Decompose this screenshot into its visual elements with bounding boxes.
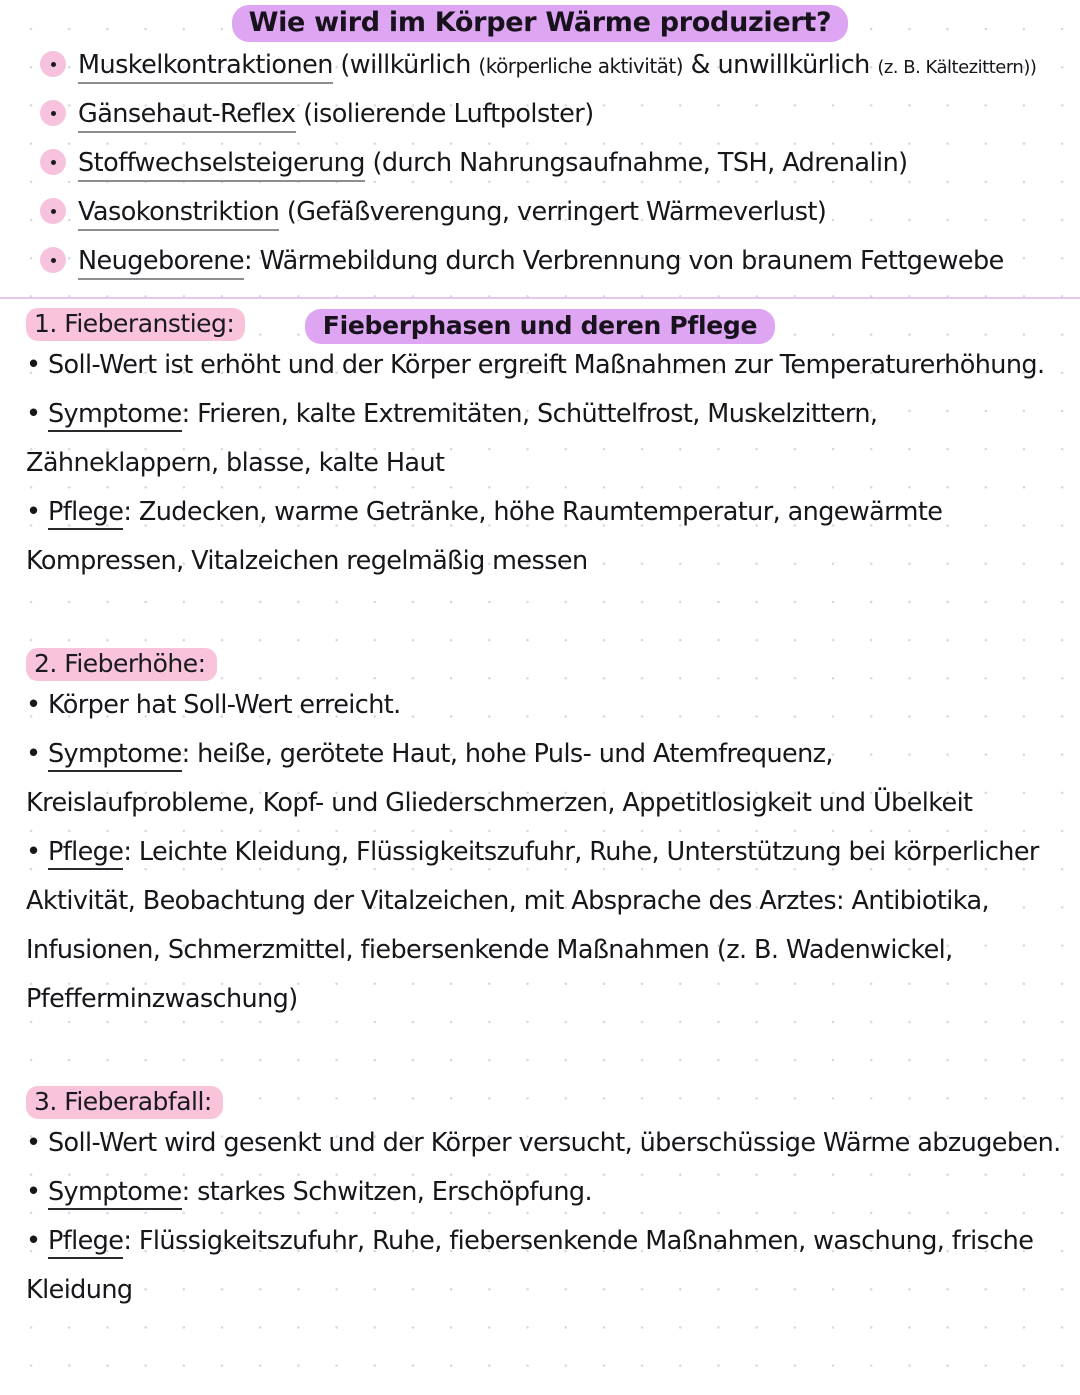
page-title: Wie wird im Körper Wärme produziert? xyxy=(232,5,849,42)
line-keyword: Symptome xyxy=(48,1177,182,1210)
bullet-dot-icon xyxy=(40,51,66,77)
line-text: : heiße, gerötete Haut, hohe Puls- und Atemfrequenz, Kreislaufprobleme, Kopf- und Gliederschmerzen, Appetitlosigkeit und Übelkeit xyxy=(26,739,973,818)
line-keyword: Pflege xyxy=(48,1226,123,1259)
line-text: : Flüssigkeitszufuhr, Ruhe, fiebersenkende Maßnahmen, waschung, frische Kleidung xyxy=(26,1226,1034,1305)
spacer xyxy=(0,287,1080,297)
line-keyword: Pflege xyxy=(48,837,123,870)
bullet-rest: (isolierende Luftpolster) xyxy=(295,99,594,129)
line-text: : Zudecken, warme Getränke, höhe Raumtemperatur, angewärmte Kompressen, Vitalzeichen regelmäßig messen xyxy=(26,497,943,576)
phase-line xyxy=(26,730,1061,828)
phase-heading: 1. Fieberanstieg: xyxy=(26,308,245,341)
section-heat-production xyxy=(0,0,1080,287)
list-item xyxy=(0,189,1080,238)
phase-line: • Soll-Wert ist erhöht und der Körper ergreift Maßnahmen zur Temperaturerhöhung. xyxy=(26,350,1045,380)
line-bullet: • xyxy=(26,1226,48,1256)
phase-heading: 3. Fieberabfall: xyxy=(26,1086,223,1119)
spacer xyxy=(0,586,1080,648)
section-fever-phases xyxy=(0,309,1080,1315)
list-item xyxy=(0,91,1080,140)
bullet-keyword: Muskelkontraktionen xyxy=(78,50,333,84)
line-bullet: • xyxy=(26,739,48,769)
line-bullet: • xyxy=(26,497,48,527)
bullet-keyword: Vasokonstriktion xyxy=(78,197,279,231)
line-keyword: Pflege xyxy=(48,497,123,530)
bullet-dot-icon xyxy=(40,247,66,273)
line-bullet: • xyxy=(26,837,48,867)
bullet-keyword: Gänsehaut-Reflex xyxy=(78,99,296,133)
bullet-text xyxy=(78,140,908,186)
heat-title-row xyxy=(0,0,1080,42)
bullet-dot-icon xyxy=(40,198,66,224)
line-bullet: • xyxy=(26,1177,48,1207)
phase-line: • Soll-Wert wird gesenkt und der Körper versucht, überschüssige Wärme abzugeben. xyxy=(26,1128,1061,1158)
bullet-rest: (Gefäßverengung, verringert Wärmeverlust) xyxy=(279,197,827,227)
phase-3 xyxy=(0,1086,1080,1315)
section-divider xyxy=(0,297,1080,299)
bullet-paren-note-2: (z. B. Kältezittern)) xyxy=(877,57,1037,78)
bullet-text xyxy=(78,189,826,235)
list-item xyxy=(0,238,1080,287)
bullet-dot-icon xyxy=(40,100,66,126)
phase-1 xyxy=(0,308,1080,586)
line-bullet: • xyxy=(26,399,48,429)
list-item xyxy=(0,42,1080,91)
line-text: : Leichte Kleidung, Flüssigkeitszufuhr, Ruhe, Unterstützung bei körperlicher Aktivität, Beobachtung der Vitalzeichen, mit Absprache des Arztes: Antibiotika, Infusionen, Schmerzmittel, fiebersenkende Maßnahmen (z. B. Wadenwickel, Pfefferminzwaschung) xyxy=(26,837,1039,1014)
bullet-text xyxy=(78,91,594,137)
phase-line: • Körper hat Soll-Wert erreicht. xyxy=(26,690,401,720)
phase-line xyxy=(26,488,1061,586)
bullet-rest: (durch Nahrungsaufnahme, TSH, Adrenalin) xyxy=(364,148,908,178)
phase-2 xyxy=(0,648,1080,1024)
line-keyword: Symptome xyxy=(48,399,182,432)
line-text: : Frieren, kalte Extremitäten, Schüttelfrost, Muskelzittern, Zähneklappern, blasse, kalte Haut xyxy=(26,399,878,478)
spacer xyxy=(0,1024,1080,1086)
bullet-keyword: Stoffwechselsteigerung xyxy=(78,148,365,182)
phase-line xyxy=(26,828,1061,1024)
phase-heading: 2. Fieberhöhe: xyxy=(26,648,217,681)
list-item xyxy=(0,140,1080,189)
bullet-keyword: Neugeborene xyxy=(78,246,244,280)
bullet-rest-2: & unwillkürlich xyxy=(683,50,878,80)
bullet-dot-icon xyxy=(40,149,66,175)
bullet-text xyxy=(78,238,1004,284)
bullet-text xyxy=(78,42,1036,91)
phase-line xyxy=(26,1217,1061,1315)
bullet-rest: (willkürlich xyxy=(332,50,479,80)
bullet-paren-note: (körperliche aktivität) xyxy=(478,54,684,78)
phase-line xyxy=(26,1168,1061,1217)
section-title: Fieberphasen und deren Pflege xyxy=(305,309,775,344)
phase-line xyxy=(26,390,1061,488)
heat-bullet-list xyxy=(0,42,1080,287)
line-keyword: Symptome xyxy=(48,739,182,772)
bullet-rest: : Wärmebildung durch Verbrennung von braunem Fettgewebe xyxy=(244,246,1004,276)
line-text: : starkes Schwitzen, Erschöpfung. xyxy=(181,1177,593,1207)
